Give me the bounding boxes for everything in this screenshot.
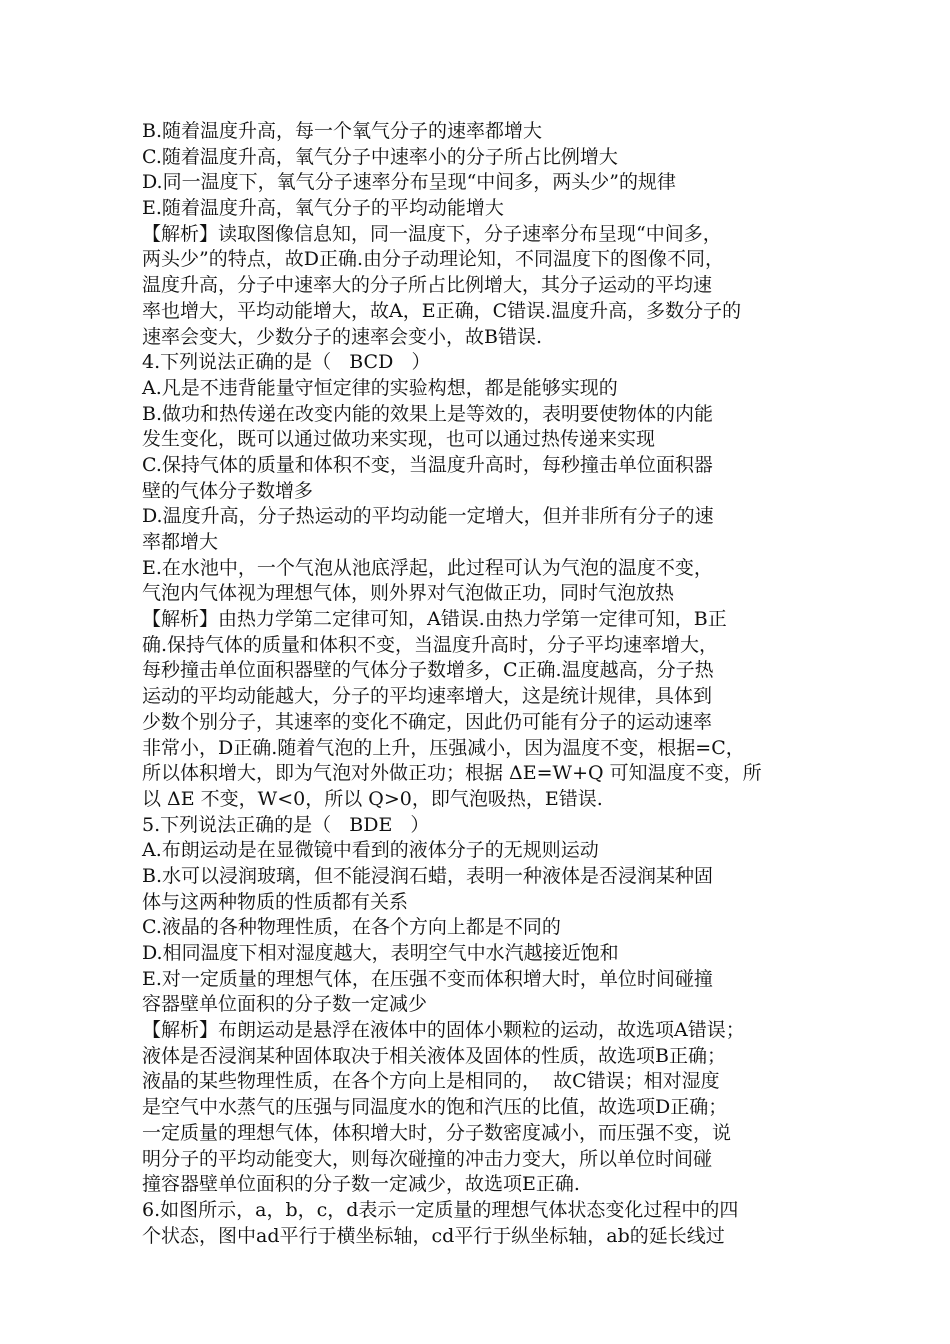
text-line: D.同一温度下，氧气分子速率分布呈现“中间多，两头少”的规律 <box>142 171 677 194</box>
text-line: B.水可以浸润玻璃，但不能浸润石蜡，表明一种液体是否浸润某种固 <box>142 864 714 887</box>
text-line: 体与这两种物质的性质都有关系 <box>142 890 409 913</box>
text-line: 气泡内气体视为理想气体，则外界对气泡做正功，同时气泡放热 <box>142 582 675 605</box>
text-line: 速率会变大，少数分子的速率会变小，故B错误. <box>142 325 543 348</box>
text-line: B.随着温度升高，每一个氧气分子的速率都增大 <box>142 120 543 142</box>
text-line: 撞容器壁单位面积的分子数一定减少，故选项E正确. <box>142 1173 580 1196</box>
text-line: D.温度升高，分子热运动的平均动能一定增大，但并非所有分子的速 <box>142 505 714 528</box>
text-line: 液晶的某些物理性质，在各个方向上是相同的， 故C错误；相对湿度 <box>142 1070 720 1093</box>
text-line: 4.下列说法正确的是（ BCD ） <box>142 351 431 374</box>
text-line: 明分子的平均动能变大，则每次碰撞的冲击力变大，所以单位时间碰 <box>142 1147 713 1170</box>
text-line: A.凡是不违背能量守恒定律的实验构想，都是能够实现的 <box>142 376 618 399</box>
text-line: C.保持气体的质量和体积不变，当温度升高时，每秒撞击单位面积器 <box>142 453 713 476</box>
text-line: 5.下列说法正确的是（ BDE ） <box>142 813 430 836</box>
text-line: 【解析】读取图像信息知，同一温度下，分子速率分布呈现“中间多， <box>142 222 722 245</box>
text-line: E.对一定质量的理想气体，在压强不变而体积增大时，单位时间碰撞 <box>142 967 713 990</box>
text-line: 少数个别分子，其速率的变化不确定，因此仍可能有分子的运动速率 <box>142 710 713 733</box>
document-body <box>142 119 818 1249</box>
text-line: 个状态，图中ad平行于横坐标轴，cd平行于纵坐标轴，ab的延长线过 <box>142 1224 725 1247</box>
text-line: 容器壁单位面积的分子数一定减少 <box>142 993 428 1016</box>
text-line: 以 ΔE 不变，W<0，所以 Q>0，即气泡吸热，E错误. <box>142 787 603 810</box>
text-line: 每秒撞击单位面积器壁的气体分子数增多，C正确.温度越高，分子热 <box>142 659 714 682</box>
text-line: E.随着温度升高，氧气分子的平均动能增大 <box>142 197 504 220</box>
text-line: A.布朗运动是在显微镜中看到的液体分子的无规则运动 <box>142 839 599 862</box>
text-line: 率也增大，平均动能增大，故A，E正确，C错误.温度升高，多数分子的 <box>142 299 742 322</box>
text-line: 【解析】由热力学第二定律可知，A错误.由热力学第一定律可知，B正 <box>142 608 727 631</box>
text-line: 发生变化，既可以通过做功来实现，也可以通过热传递来实现 <box>142 428 656 451</box>
text-line: 所以体积增大，即为气泡对外做正功；根据 ΔE=W+Q 可知温度不变，所 <box>142 762 762 785</box>
text-line: C.液晶的各种物理性质，在各个方向上都是不同的 <box>142 916 561 939</box>
text-line: 壁的气体分子数增多 <box>142 479 314 502</box>
text-line: 【解析】布朗运动是悬浮在液体中的固体小颗粒的运动，故选项A错误； <box>142 1019 745 1042</box>
text-line: 运动的平均动能越大，分子的平均速率增大，这是统计规律，具体到 <box>142 685 713 708</box>
text-line: 一定质量的理想气体，体积增大时，分子数密度减小，而压强不变，说 <box>142 1121 732 1144</box>
text-line: E.在水池中，一个气泡从池底浮起，此过程可认为气泡的温度不变， <box>142 556 713 579</box>
text-line: 6.如图所示，a，b，c，d表示一定质量的理想气体状态变化过程中的四 <box>142 1198 739 1221</box>
text-line: 非常小，D正确.随着气泡的上升，压强减小，因为温度不变，根据=C， <box>142 736 745 759</box>
text-line: 率都增大 <box>142 531 219 553</box>
text-line: 温度升高，分子中速率大的分子所占比例增大，其分子运动的平均速 <box>142 274 713 297</box>
text-line: 是空气中水蒸气的压强与同温度水的饱和汽压的比值，故选项D正确； <box>142 1096 728 1119</box>
text-line: 确.保持气体的质量和体积不变，当温度升高时，分子平均速率增大， <box>142 633 719 656</box>
text-line: D.相同温度下相对湿度越大，表明空气中水汽越接近饱和 <box>142 942 619 964</box>
text-line: C.随着温度升高，氧气分子中速率小的分子所占比例增大 <box>142 145 618 168</box>
text-line: 液体是否浸润某种固体取决于相关液体及固体的性质，故选项B正确； <box>142 1044 726 1067</box>
text-line: 两头少”的特点，故D正确.由分子动理论知，不同温度下的图像不同， <box>142 248 724 271</box>
text-line: B.做功和热传递在改变内能的效果上是等效的，表明要使物体的内能 <box>142 402 714 425</box>
